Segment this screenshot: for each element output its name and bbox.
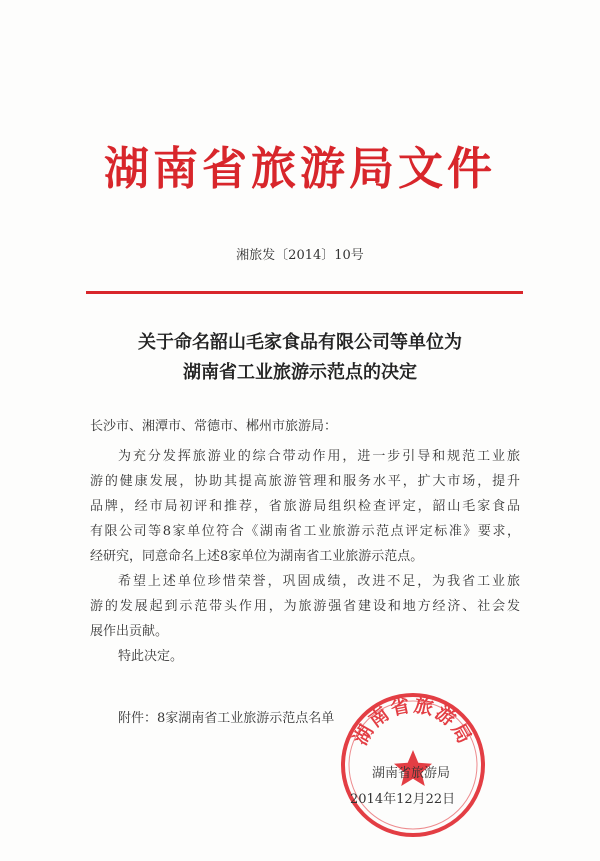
closing-line: 特此决定。 xyxy=(118,649,184,664)
body-line: 展作出贡献。 xyxy=(90,624,169,639)
document-header-title: 湖南省旅游局文件 xyxy=(103,142,496,195)
seal-text: 湖南省旅游局 xyxy=(349,694,477,749)
body-paragraph-2 xyxy=(90,569,520,644)
subject-line-2: 湖南省工业旅游示范点的决定 xyxy=(183,362,417,383)
body-line: 有限公司等8家单位符合《湖南省工业旅游示范点评定标准》要求， xyxy=(90,524,520,539)
body-line: 为充分发挥旅游业的综合带动作用，进一步引导和规范工业旅 xyxy=(118,449,520,464)
document-number: 湘旅发〔2014〕10号 xyxy=(236,248,364,263)
body-line: 游的健康发展，协助其提高旅游管理和服务水平，扩大市场，提升 xyxy=(90,474,520,489)
body-paragraph-1 xyxy=(90,444,520,569)
signature-organization: 湖南省旅游局 xyxy=(372,766,451,781)
attachment-note: 附件：8家湖南省工业旅游示范点名单 xyxy=(118,711,335,726)
body-paragraph-3 xyxy=(90,644,520,669)
document-subject xyxy=(0,328,600,388)
addressee: 长沙市、湘潭市、常德市、郴州市旅游局： xyxy=(90,419,338,434)
header-divider xyxy=(86,291,523,294)
body-line: 经研究，同意命名上述8家单位为湖南省工业旅游示范点。 xyxy=(90,549,424,564)
subject-line-1: 关于命名韶山毛家食品有限公司等单位为 xyxy=(138,332,462,353)
body-line: 希望上述单位珍惜荣誉，巩固成绩，改进不足，为我省工业旅 xyxy=(118,574,520,589)
document-body xyxy=(90,444,520,669)
signature-date: 2014年12月22日 xyxy=(350,792,456,807)
body-line: 游的发展起到示范带头作用，为旅游强省建设和地方经济、社会发 xyxy=(90,599,520,614)
body-line: 品牌，经市局初评和推荐，省旅游局组织检查评定，韶山毛家食品 xyxy=(90,499,520,514)
